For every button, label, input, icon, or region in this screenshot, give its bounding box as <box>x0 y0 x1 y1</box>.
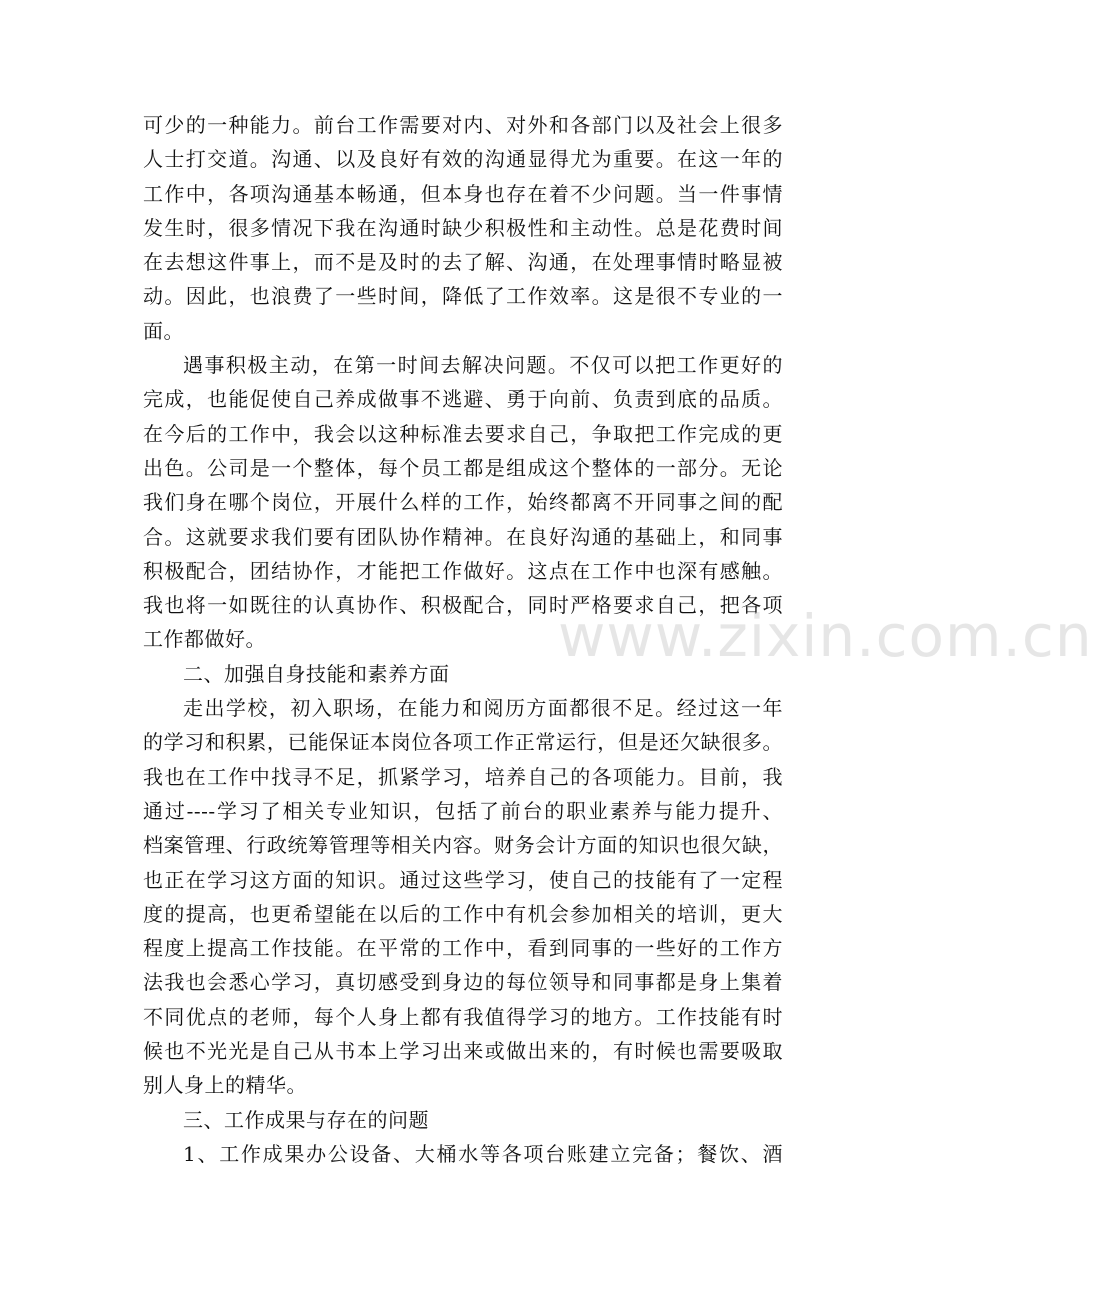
paragraph-first-line: 遇事积极主动，在第一时间去解决问题。不仅可以把工作更好的 <box>183 353 783 378</box>
body-line: 的学习和积累，已能保证本岗位各项工作正常运行，但是还欠缺很多。 <box>143 730 783 755</box>
paragraph-first-line: 走出学校，初入职场，在能力和阅历方面都很不足。经过这一年 <box>183 696 783 721</box>
section-heading: 三、工作成果与存在的问题 <box>183 1107 429 1132</box>
body-line: 也正在学习这方面的知识。通过这些学习，使自己的技能有了一定程 <box>143 867 783 892</box>
body-line: 人士打交道。沟通、以及良好有效的沟通显得尤为重要。在这一年的 <box>143 147 783 172</box>
body-line: 面。 <box>143 318 184 343</box>
body-line: 我们身在哪个岗位，开展什么样的工作，始终都离不开同事之间的配 <box>143 490 783 515</box>
body-line: 程度上提高工作技能。在平常的工作中，看到同事的一些好的工作方 <box>143 936 783 961</box>
body-line: 工作都做好。 <box>143 627 266 652</box>
body-line: 在去想这件事上，而不是及时的去了解、沟通，在处理事情时略显被 <box>143 250 783 275</box>
body-line: 完成，也能促使自己养成做事不逃避、勇于向前、负责到底的品质。 <box>143 387 783 412</box>
body-line: 动。因此，也浪费了一些时间，降低了工作效率。这是很不专业的一 <box>143 284 783 309</box>
body-line: 别人身上的精华。 <box>143 1073 307 1098</box>
body-line: 候也不光光是自己从书本上学习出来或做出来的，有时候也需要吸取 <box>143 1039 783 1064</box>
body-line: 发生时，很多情况下我在沟通时缺少积极性和主动性。总是花费时间 <box>143 215 783 240</box>
body-line: 在今后的工作中，我会以这种标准去要求自己，争取把工作完成的更 <box>143 421 783 446</box>
body-line: 法我也会悉心学习，真切感受到身边的每位领导和同事都是身上集着 <box>143 970 783 995</box>
body-line: 不同优点的老师，每个人身上都有我值得学习的地方。工作技能有时 <box>143 1004 783 1029</box>
body-line: 合。这就要求我们要有团队协作精神。在良好沟通的基础上，和同事 <box>143 524 783 549</box>
body-line: 度的提高，也更希望能在以后的工作中有机会参加相关的培训，更大 <box>143 901 783 926</box>
document-body <box>143 108 783 1171</box>
body-line: 档案管理、行政统筹管理等相关内容。财务会计方面的知识也很欠缺， <box>143 833 783 858</box>
body-line: 积极配合，团结协作，才能把工作做好。这点在工作中也深有感触。 <box>143 558 783 583</box>
section-heading: 二、加强自身技能和素养方面 <box>183 661 450 686</box>
body-line: 我也将一如既往的认真协作、积极配合，同时严格要求自己，把各项 <box>143 593 783 618</box>
paragraph-first-line: 1、工作成果办公设备、大桶水等各项台账建立完备；餐饮、酒 <box>183 1141 783 1166</box>
body-line: 出色。公司是一个整体，每个员工都是组成这个整体的一部分。无论 <box>143 455 783 480</box>
body-line: 我也在工作中找寻不足，抓紧学习，培养自己的各项能力。目前，我 <box>143 764 783 789</box>
body-line: 工作中，各项沟通基本畅通，但本身也存在着不少问题。当一件事情 <box>143 181 783 206</box>
body-line: 可少的一种能力。前台工作需要对内、对外和各部门以及社会上很多 <box>143 113 783 137</box>
watermark: www.zixin.com.cn <box>558 602 1093 670</box>
body-line: 通过----学习了相关专业知识，包括了前台的职业素养与能力提升、 <box>143 798 783 823</box>
